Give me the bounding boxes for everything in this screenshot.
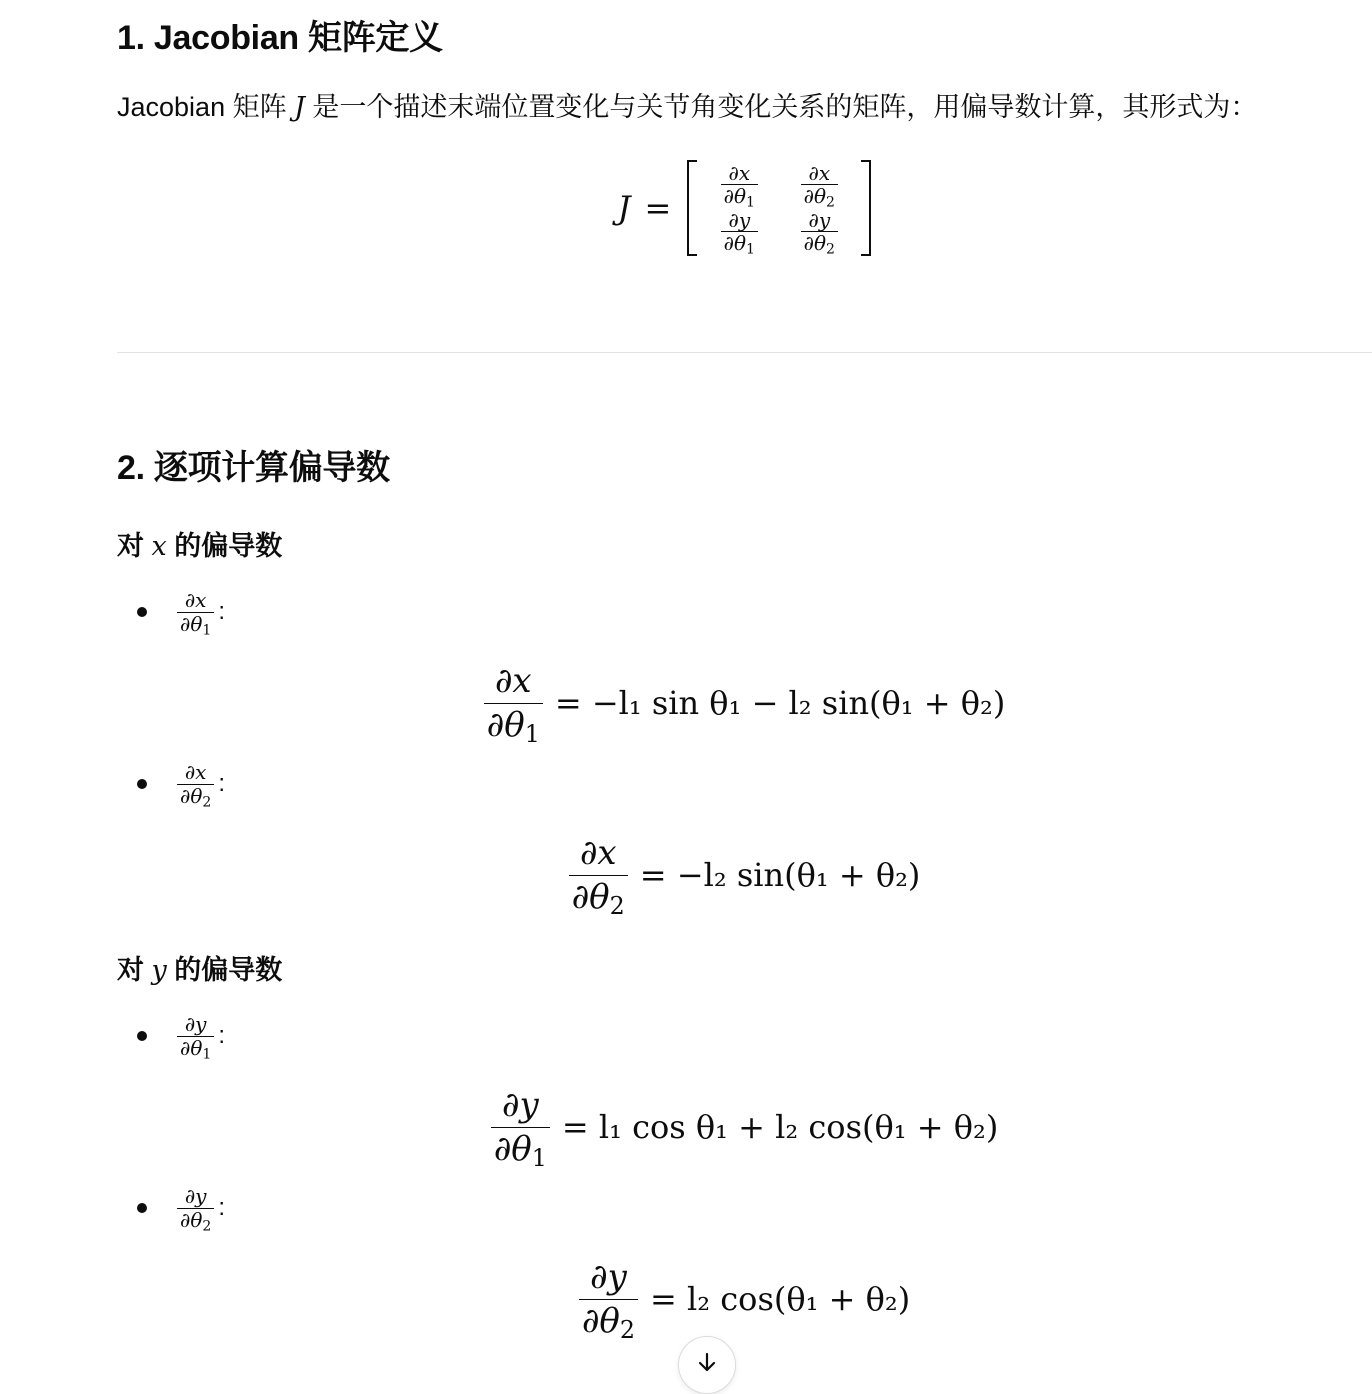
equation-dy-dtheta2: $\frac{\partial y}{\partial\theta_2}$ = l₂ cos(θ₁ + θ₂) (117, 1256, 1372, 1342)
section-2-heading: 2. 逐项计算偏导数 (117, 449, 390, 487)
jacobian-matrix-equation (117, 160, 1372, 256)
matrix-entry-dy-dtheta2: $\frac{\partial y}{\partial\theta_2}$ (779, 209, 859, 254)
bullet-dot (137, 779, 147, 789)
x-partials-heading: 对 x 的偏导数 (117, 531, 283, 562)
equation-dx-dtheta1: $\frac{\partial x}{\partial\theta_1}$ = −l₁ sin θ₁ − l₂ sin(θ₁ + θ₂) (117, 660, 1372, 746)
inline-fraction: $\frac{\partial y}{\partial\theta_2}$ : (177, 1185, 225, 1232)
inline-fraction: $\frac{\partial x}{\partial\theta_2}$ : (177, 761, 225, 808)
equation-rhs: = −l₁ sin θ₁ − l₂ sin(θ₁ + θ₂) (554, 684, 1006, 722)
inline-fraction: $\frac{\partial y}{\partial\theta_1}$ : (177, 1013, 225, 1060)
description-prefix: Jacobian 矩阵 (117, 92, 295, 122)
bullet-dot (137, 1031, 147, 1041)
section-1-heading: 1. Jacobian 矩阵定义 (117, 19, 443, 57)
bullet-dot (137, 1203, 147, 1213)
jacobian-description (117, 90, 1257, 125)
inline-fraction: $\frac{\partial x}{\partial\theta_1}$ : (177, 589, 225, 636)
matrix-entry-dy-dtheta1: $\frac{\partial y}{\partial\theta_1}$ (699, 209, 779, 254)
matrix-entry-dx-dtheta1: $\frac{\partial x}{\partial\theta_1}$ (699, 162, 779, 207)
scroll-to-bottom-button[interactable] (678, 1336, 736, 1394)
y-partials-heading: 对 y 的偏导数 (117, 955, 283, 986)
message-content (117, 0, 1372, 1378)
equation-rhs: = −l₂ sin(θ₁ + θ₂) (639, 856, 921, 894)
equation-dy-dtheta1: $\frac{\partial y}{\partial\theta_1}$ = l₁ cos θ₁ + l₂ cos(θ₁ + θ₂) (117, 1084, 1372, 1170)
bullet-dot (137, 607, 147, 617)
equation-dx-dtheta2: $\frac{\partial x}{\partial\theta_2}$ = −l₂ sin(θ₁ + θ₂) (117, 832, 1372, 918)
jacobian-matrix (687, 160, 871, 256)
equation-rhs: = l₁ cos θ₁ + l₂ cos(θ₁ + θ₂) (561, 1108, 999, 1146)
section-divider (117, 352, 1372, 353)
matrix-equals: = (644, 189, 672, 227)
arrow-down-icon (695, 1351, 719, 1375)
equation-rhs: = l₂ cos(θ₁ + θ₂) (650, 1280, 911, 1318)
matrix-entry-dx-dtheta2: $\frac{\partial x}{\partial\theta_2}$ (779, 162, 859, 207)
description-symbol-J: J (294, 92, 305, 123)
matrix-lhs: J (617, 189, 631, 227)
description-suffix: 是一个描述末端位置变化与关节角变化关系的矩阵，用偏导数计算，其形式为： (304, 92, 1258, 122)
